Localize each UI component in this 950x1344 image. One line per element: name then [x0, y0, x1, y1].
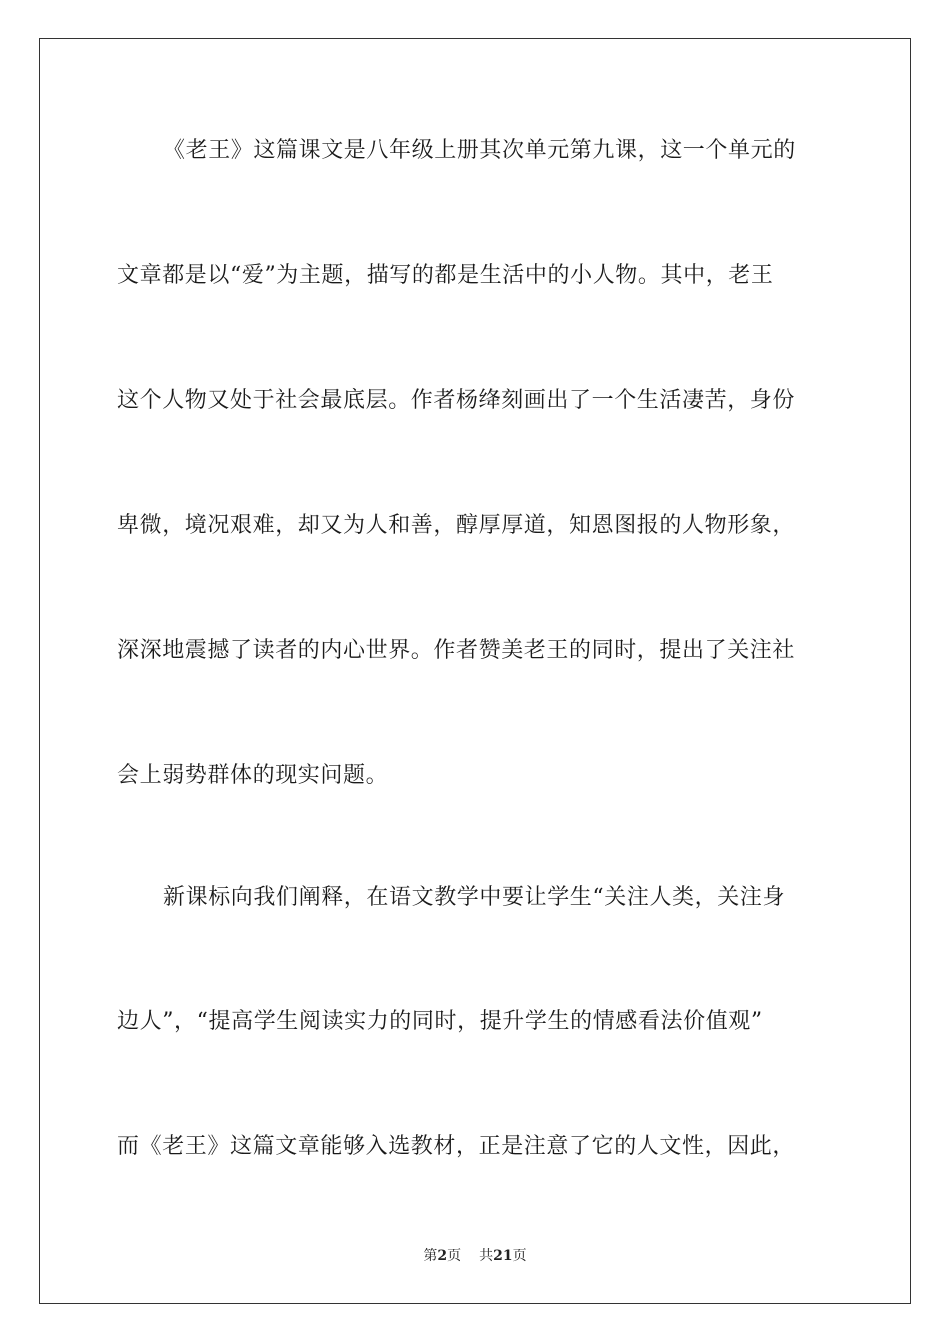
paragraph-1-line-3: 这个人物又处于社会最底层。作者杨绛刻画出了一个生活凄苦，身份: [117, 388, 796, 413]
paragraph-1-line-5: 深深地震撼了读者的内心世界。作者赞美老王的同时，提出了关注社: [117, 638, 796, 663]
page-footer: [0, 1246, 950, 1266]
page-total: 21: [493, 1248, 513, 1264]
page-suffix: 页: [447, 1248, 462, 1264]
paragraph-1-line-4: 卑微，境况艰难，却又为人和善，醇厚厚道，知恩图报的人物形象，: [117, 513, 796, 538]
page-current: 2: [437, 1248, 448, 1264]
total-suffix: 页: [512, 1248, 527, 1264]
paragraph-1-line-1: 《老王》这篇课文是八年级上册其次单元第九课，这一个单元的: [163, 138, 796, 163]
paragraph-2-line-2: 边人”，“提高学生阅读实力的同时，提升学生的情感看法价值观”: [117, 1009, 763, 1034]
page-border: [39, 38, 911, 1304]
paragraph-2-line-1: 新课标向我们阐释，在语文教学中要让学生“关注人类，关注身: [163, 885, 786, 910]
paragraph-1-line-2: 文章都是以“爱”为主题，描写的都是生活中的小人物。其中，老王: [117, 263, 774, 288]
total-prefix: 共: [479, 1248, 494, 1264]
page-prefix: 第: [423, 1248, 438, 1264]
paragraph-1-line-6: 会上弱势群体的现实问题。: [117, 763, 389, 788]
paragraph-2-line-3: 而《老王》这篇文章能够入选教材，正是注意了它的人文性，因此，: [117, 1134, 796, 1159]
